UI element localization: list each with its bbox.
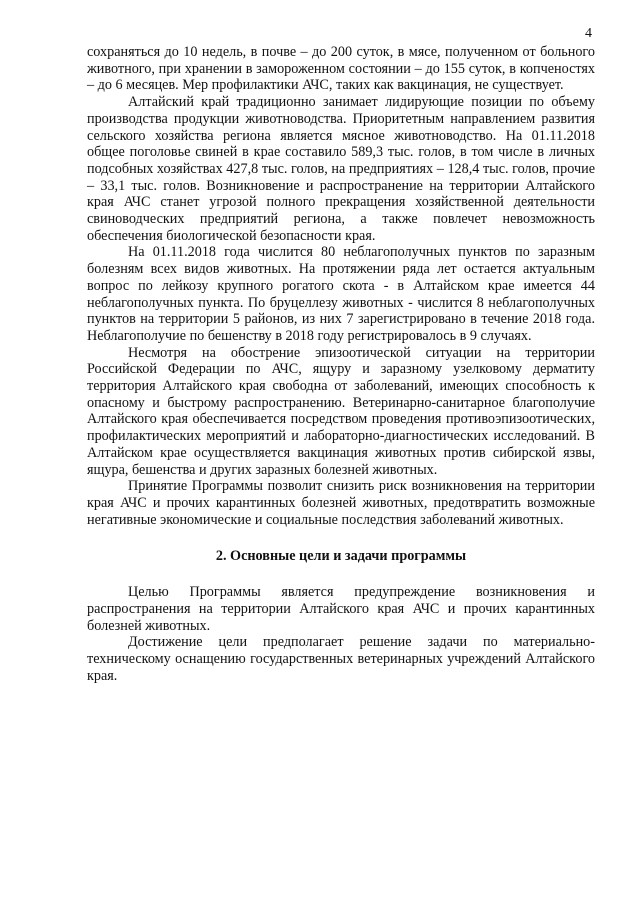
paragraph-continuation: сохраняться до 10 недель, в почве – до 200 суток, в мясе, полученном от больного животного, при хранении в замороженном состоянии – до 155 суток, в копченостях – до 6 месяцев. Мер профилактики АЧС, таких как вакцинация, не существует. — [87, 44, 595, 94]
section-heading: 2. Основные цели и задачи программы — [215, 548, 467, 565]
paragraph-epizootic: Несмотря на обострение эпизоотической ситуации на территории Российской Федерации по АЧС, ящуру и заразному узелковому дерматиту территория Алтайского края свободна от заболеваний, имеющих способность к опасному и быстрому распространению. Ветеринарно-санитарное благополучие Алтайского края обеспечивается посредством проведения противоэпизоотических, профилактических мероприятий и лабораторно-диагностических исследований. В Алтайском крае осуществляется вакцинация животных против сибирской язвы, ящура, бешенства и других заразных болезней животных. — [87, 344, 595, 478]
paragraph-task: Достижение цели предполагает решение задачи по материально-техническому оснащению государственных ветеринарных учреждений Алтайского края. — [87, 634, 595, 684]
paragraph-livestock: Алтайский край традиционно занимает лидирующие позиции по объему производства продукции животноводства. Приоритетным направлением развития сельского хозяйства региона является мясное животноводство. На 01.11.2018 общее поголовье свиней в крае составило 589,3 тыс. голов, в том числе в личных подсобных хозяйствах 427,8 тыс. голов, на предприятиях – 128,4 тыс. голов, прочие – 33,1 тыс. голов. Возникновение и распространение на территории Алтайского края АЧС станет угрозой полного прекращения хозяйственной деятельности свиноводческих предприятий региона, а также повлечет невозможность обеспечения биологической безопасности края. — [87, 94, 595, 244]
paragraph-goal: Целью Программы является предупреждение возникновения и распространения на территории Алтайского края АЧС и прочих карантинных болезней животных. — [87, 584, 595, 634]
page-content — [87, 44, 595, 684]
page-number: 4 — [585, 26, 592, 41]
paragraph-disease-points: На 01.11.2018 года числится 80 неблагополучных пунктов по заразным болезням всех видов животных. На протяжении ряда лет остается актуальным вопрос по лейкозу крупного рогатого скота - в Алтайском крае имеется 44 неблагополучных пункта. По бруцеллезу животных - числится 8 неблагополучных пунктов на территории 5 районов, из них 7 зарегистрировано в течение 2018 года. Неблагополучие по бешенству в 2018 году регистрировалось в 9 случаях. — [87, 244, 595, 344]
paragraph-program-benefit: Принятие Программы позволит снизить риск возникновения на территории края АЧС и прочих карантинных болезней животных, предотвратить возможные негативные экономические и социальные последствия заболеваний животных. — [87, 478, 595, 528]
